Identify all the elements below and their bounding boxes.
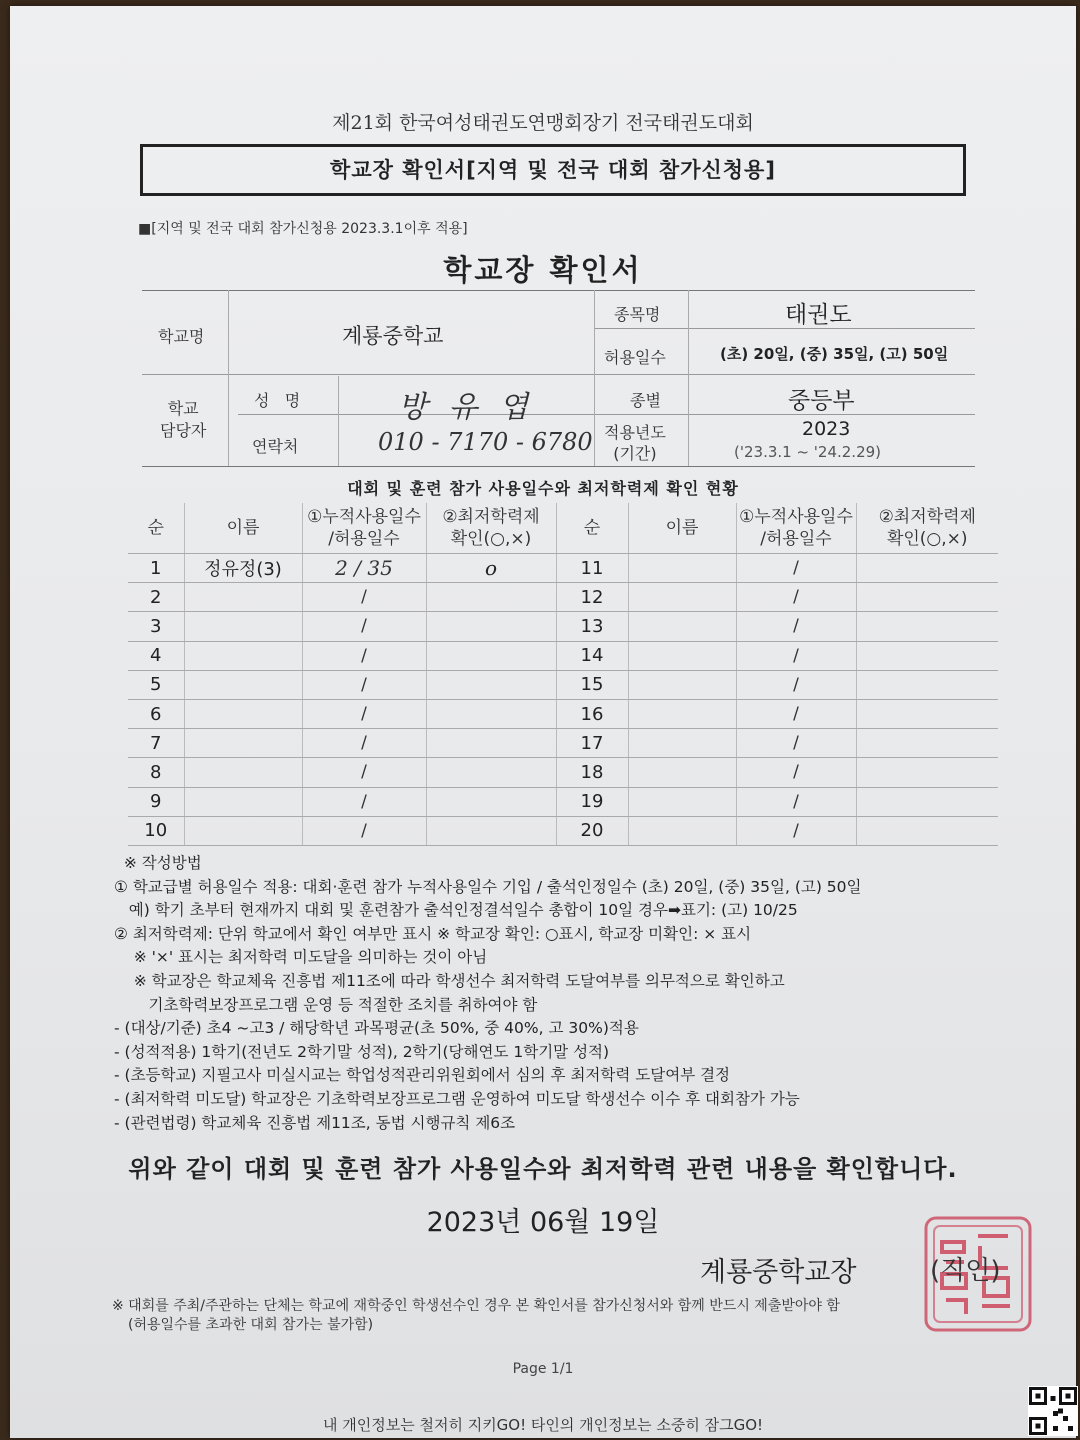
footnote-submission: ※ 대회를 주최/주관하는 단체는 학교에 재학중인 학생선수인 경우 본 확인서를 참가신청서와 함께 반드시 제출받아야 함 — [112, 1298, 840, 1314]
header-name-right: 이름 — [628, 503, 736, 554]
cell-check — [856, 583, 998, 612]
cell-no: 13 — [556, 612, 628, 641]
note-line: - (초등학교) 지필고사 미실시교는 학업성적관리위원회에서 심의 후 최저학력 도달여부 결정 — [114, 1066, 731, 1085]
cell-days: / — [736, 612, 856, 641]
cell-days: / — [736, 670, 856, 699]
cell-name — [184, 816, 302, 845]
year-label: 적용년도 (기간) — [604, 423, 666, 463]
cell-check — [856, 729, 998, 758]
school-label: 학교명 — [158, 327, 205, 346]
participation-table — [128, 503, 998, 846]
cell-check — [856, 670, 998, 699]
cell-check — [426, 699, 556, 728]
seal-label: (직인) — [930, 1256, 1001, 1286]
table-row — [128, 699, 998, 728]
note-line: 기초학력보장프로그램 운영 등 적절한 조치를 취하여야 함 — [114, 995, 538, 1014]
cell-name — [184, 612, 302, 641]
allowed-label: 허용일수 — [604, 348, 666, 367]
cell-check — [856, 758, 998, 787]
cell-days: / — [302, 612, 426, 641]
footnote-limit: (허용일수를 초과한 대회 참가는 불가함) — [128, 1317, 374, 1333]
note-line: ※ 작성방법 — [114, 854, 202, 872]
table-header-row — [128, 503, 998, 554]
cell-no: 8 — [128, 758, 184, 787]
cell-days: / — [302, 729, 426, 758]
note-line: - (성적적용) 1학기(전년도 2학기말 성적), 2학기(당해연도 1학기말 성적) — [114, 1042, 610, 1061]
event-name: 제21회 한국여성태권도연맹회장기 전국태권도대회 — [332, 112, 754, 134]
cell-check — [856, 641, 998, 670]
school-value: 계룡중학교 — [342, 324, 444, 348]
cell-no: 7 — [128, 729, 184, 758]
cell-name — [628, 816, 736, 845]
cell-check: o — [426, 554, 556, 583]
note-line: ※ 학교장은 학교체육 진흥법 제11조에 따라 학생선수 최저학력 도달여부를 의무적으로 확인하고 — [114, 971, 785, 990]
cell-check — [426, 816, 556, 845]
table-row — [128, 758, 998, 787]
cell-check — [426, 641, 556, 670]
cell-name — [184, 787, 302, 816]
cell-name — [628, 583, 736, 612]
cell-name — [184, 729, 302, 758]
cell-no: 11 — [556, 554, 628, 583]
principal-title: 계룡중학교장 — [700, 1257, 857, 1288]
cell-name — [628, 612, 736, 641]
note-line: ② 최저학력제: 단위 학교에서 확인 여부만 표시 ※ 학교장 확인: ○표시, 학교장 미확인: × 표시 — [114, 924, 752, 943]
privacy-slogan: 내 개인정보는 철저히 지키GO! 타인의 개인정보는 소중히 잠그GO! — [322, 1416, 764, 1434]
header-no: 순 — [128, 503, 184, 554]
cell-no: 10 — [128, 816, 184, 845]
cell-days: / — [736, 554, 856, 583]
contact-value: 010 - 7170 - 6780 — [378, 428, 593, 456]
cell-check — [856, 699, 998, 728]
cell-check — [856, 612, 998, 641]
table-row — [128, 612, 998, 641]
header-days-right: ①누적사용일수 /허용일수 — [736, 503, 856, 554]
table-row — [128, 729, 998, 758]
name-value: 방 유 엽 — [398, 390, 535, 425]
cell-days: / — [736, 787, 856, 816]
table-row — [128, 787, 998, 816]
cell-no: 9 — [128, 787, 184, 816]
cell-check — [856, 816, 998, 845]
cell-no: 4 — [128, 641, 184, 670]
cell-no: 19 — [556, 787, 628, 816]
note-line: 예) 학기 초부터 현재까지 대회 및 훈련참가 출석인정결석일수 총합이 10일 경우➡표기: (고) 10/25 — [114, 901, 798, 920]
year-period: ('23.3.1 ~ '24.2.29) — [734, 443, 882, 461]
sport-value: 태권도 — [785, 302, 852, 328]
note-line: - (관련법령) 학교체육 진흥법 제11조, 동법 시행규칙 제6조 — [114, 1113, 516, 1132]
cell-no: 20 — [556, 816, 628, 845]
cell-days: / — [736, 758, 856, 787]
cell-days: / — [302, 670, 426, 699]
qr-code-icon — [1028, 1386, 1078, 1436]
cell-days: / — [302, 641, 426, 670]
cell-no: 18 — [556, 758, 628, 787]
division-label: 종별 — [630, 391, 661, 410]
cell-days: / — [302, 787, 426, 816]
note-line: - (대상/기준) 초4 ~고3 / 해당학년 과목평균(초 50%, 중 40%, 고 30%)적용 — [114, 1019, 639, 1038]
contact-label: 연락처 — [252, 437, 299, 456]
section-title: 대회 및 훈련 참가 사용일수와 최저학력제 확인 현황 — [347, 479, 739, 498]
writing-notes — [114, 852, 1004, 1135]
cell-no: 17 — [556, 729, 628, 758]
note-line: ① 학교급별 허용일수 적용: 대회·훈련 참가 누적사용일수 기입 / 출석인정일수 (초) 20일, (중) 35일, (고) 50일 — [114, 877, 862, 896]
cell-name — [184, 641, 302, 670]
header-days: ①누적사용일수 /허용일수 — [302, 503, 426, 554]
cell-check — [856, 554, 998, 583]
header-check: ②최저학력제 확인(○,×) — [426, 503, 556, 554]
cell-name — [184, 699, 302, 728]
note-line: ※ '×' 표시는 최저학력 미도달을 의미하는 것이 아님 — [114, 948, 488, 967]
cell-check — [426, 787, 556, 816]
document-date: 2023년 06월 19일 — [426, 1207, 660, 1238]
cell-name — [628, 758, 736, 787]
cell-days: / — [302, 583, 426, 612]
cell-name — [628, 670, 736, 699]
table-row — [128, 816, 998, 845]
cell-check — [426, 670, 556, 699]
cell-check — [426, 758, 556, 787]
name-label: 성 명 — [254, 391, 301, 410]
cell-days: / — [736, 816, 856, 845]
header-no-right: 순 — [556, 503, 628, 554]
info-table — [130, 290, 975, 470]
cell-check — [426, 583, 556, 612]
manager-label: 학교 담당자 — [160, 399, 207, 440]
cell-days: / — [736, 699, 856, 728]
cell-name — [628, 554, 736, 583]
table-row — [128, 641, 998, 670]
cell-days: / — [302, 816, 426, 845]
applies-note: ■[지역 및 전국 대회 참가신청용 2023.3.1이후 적용] — [138, 221, 468, 237]
note-line: - (최저학력 미도달) 학교장은 기초학력보장프로그램 운영하여 미도달 학생선수 이수 후 대회참가 가능 — [114, 1089, 800, 1108]
header-check-right: ②최저학력제 확인(○,×) — [856, 503, 998, 554]
cell-name — [628, 641, 736, 670]
document-page — [10, 6, 1076, 1438]
cell-check — [426, 612, 556, 641]
division-value: 중등부 — [788, 388, 855, 414]
cell-days: / — [302, 699, 426, 728]
cell-check — [856, 787, 998, 816]
cell-days: / — [736, 641, 856, 670]
cell-no: 2 — [128, 583, 184, 612]
cell-name — [628, 729, 736, 758]
cell-no: 3 — [128, 612, 184, 641]
confirmation-statement: 위와 같이 대회 및 훈련 참가 사용일수와 최저학력 관련 내용을 확인합니다. — [128, 1155, 958, 1183]
cell-no: 5 — [128, 670, 184, 699]
cell-no: 12 — [556, 583, 628, 612]
cell-name — [184, 758, 302, 787]
box-title: 학교장 확인서[지역 및 전국 대회 참가신청용] — [140, 144, 966, 196]
allowed-value: (초) 20일, (중) 35일, (고) 50일 — [720, 345, 949, 363]
cell-name — [184, 670, 302, 699]
page-number: Page 1/1 — [512, 1361, 574, 1377]
cell-name — [184, 583, 302, 612]
cell-days: 2 / 35 — [302, 554, 426, 583]
cell-name: 정유정(3) — [184, 554, 302, 583]
cell-no: 15 — [556, 670, 628, 699]
cell-no: 1 — [128, 554, 184, 583]
cell-no: 14 — [556, 641, 628, 670]
header-name: 이름 — [184, 503, 302, 554]
cell-days: / — [302, 758, 426, 787]
cell-name — [628, 787, 736, 816]
cell-no: 16 — [556, 699, 628, 728]
cell-days: / — [736, 729, 856, 758]
table-row — [128, 554, 998, 583]
cell-no: 6 — [128, 699, 184, 728]
table-row — [128, 670, 998, 699]
table-row — [128, 583, 998, 612]
year-value: 2023 — [802, 418, 851, 440]
cell-days: / — [736, 583, 856, 612]
sport-label: 종목명 — [614, 305, 661, 324]
document-title: 학교장 확인서 — [443, 253, 643, 287]
cell-name — [628, 699, 736, 728]
cell-check — [426, 729, 556, 758]
